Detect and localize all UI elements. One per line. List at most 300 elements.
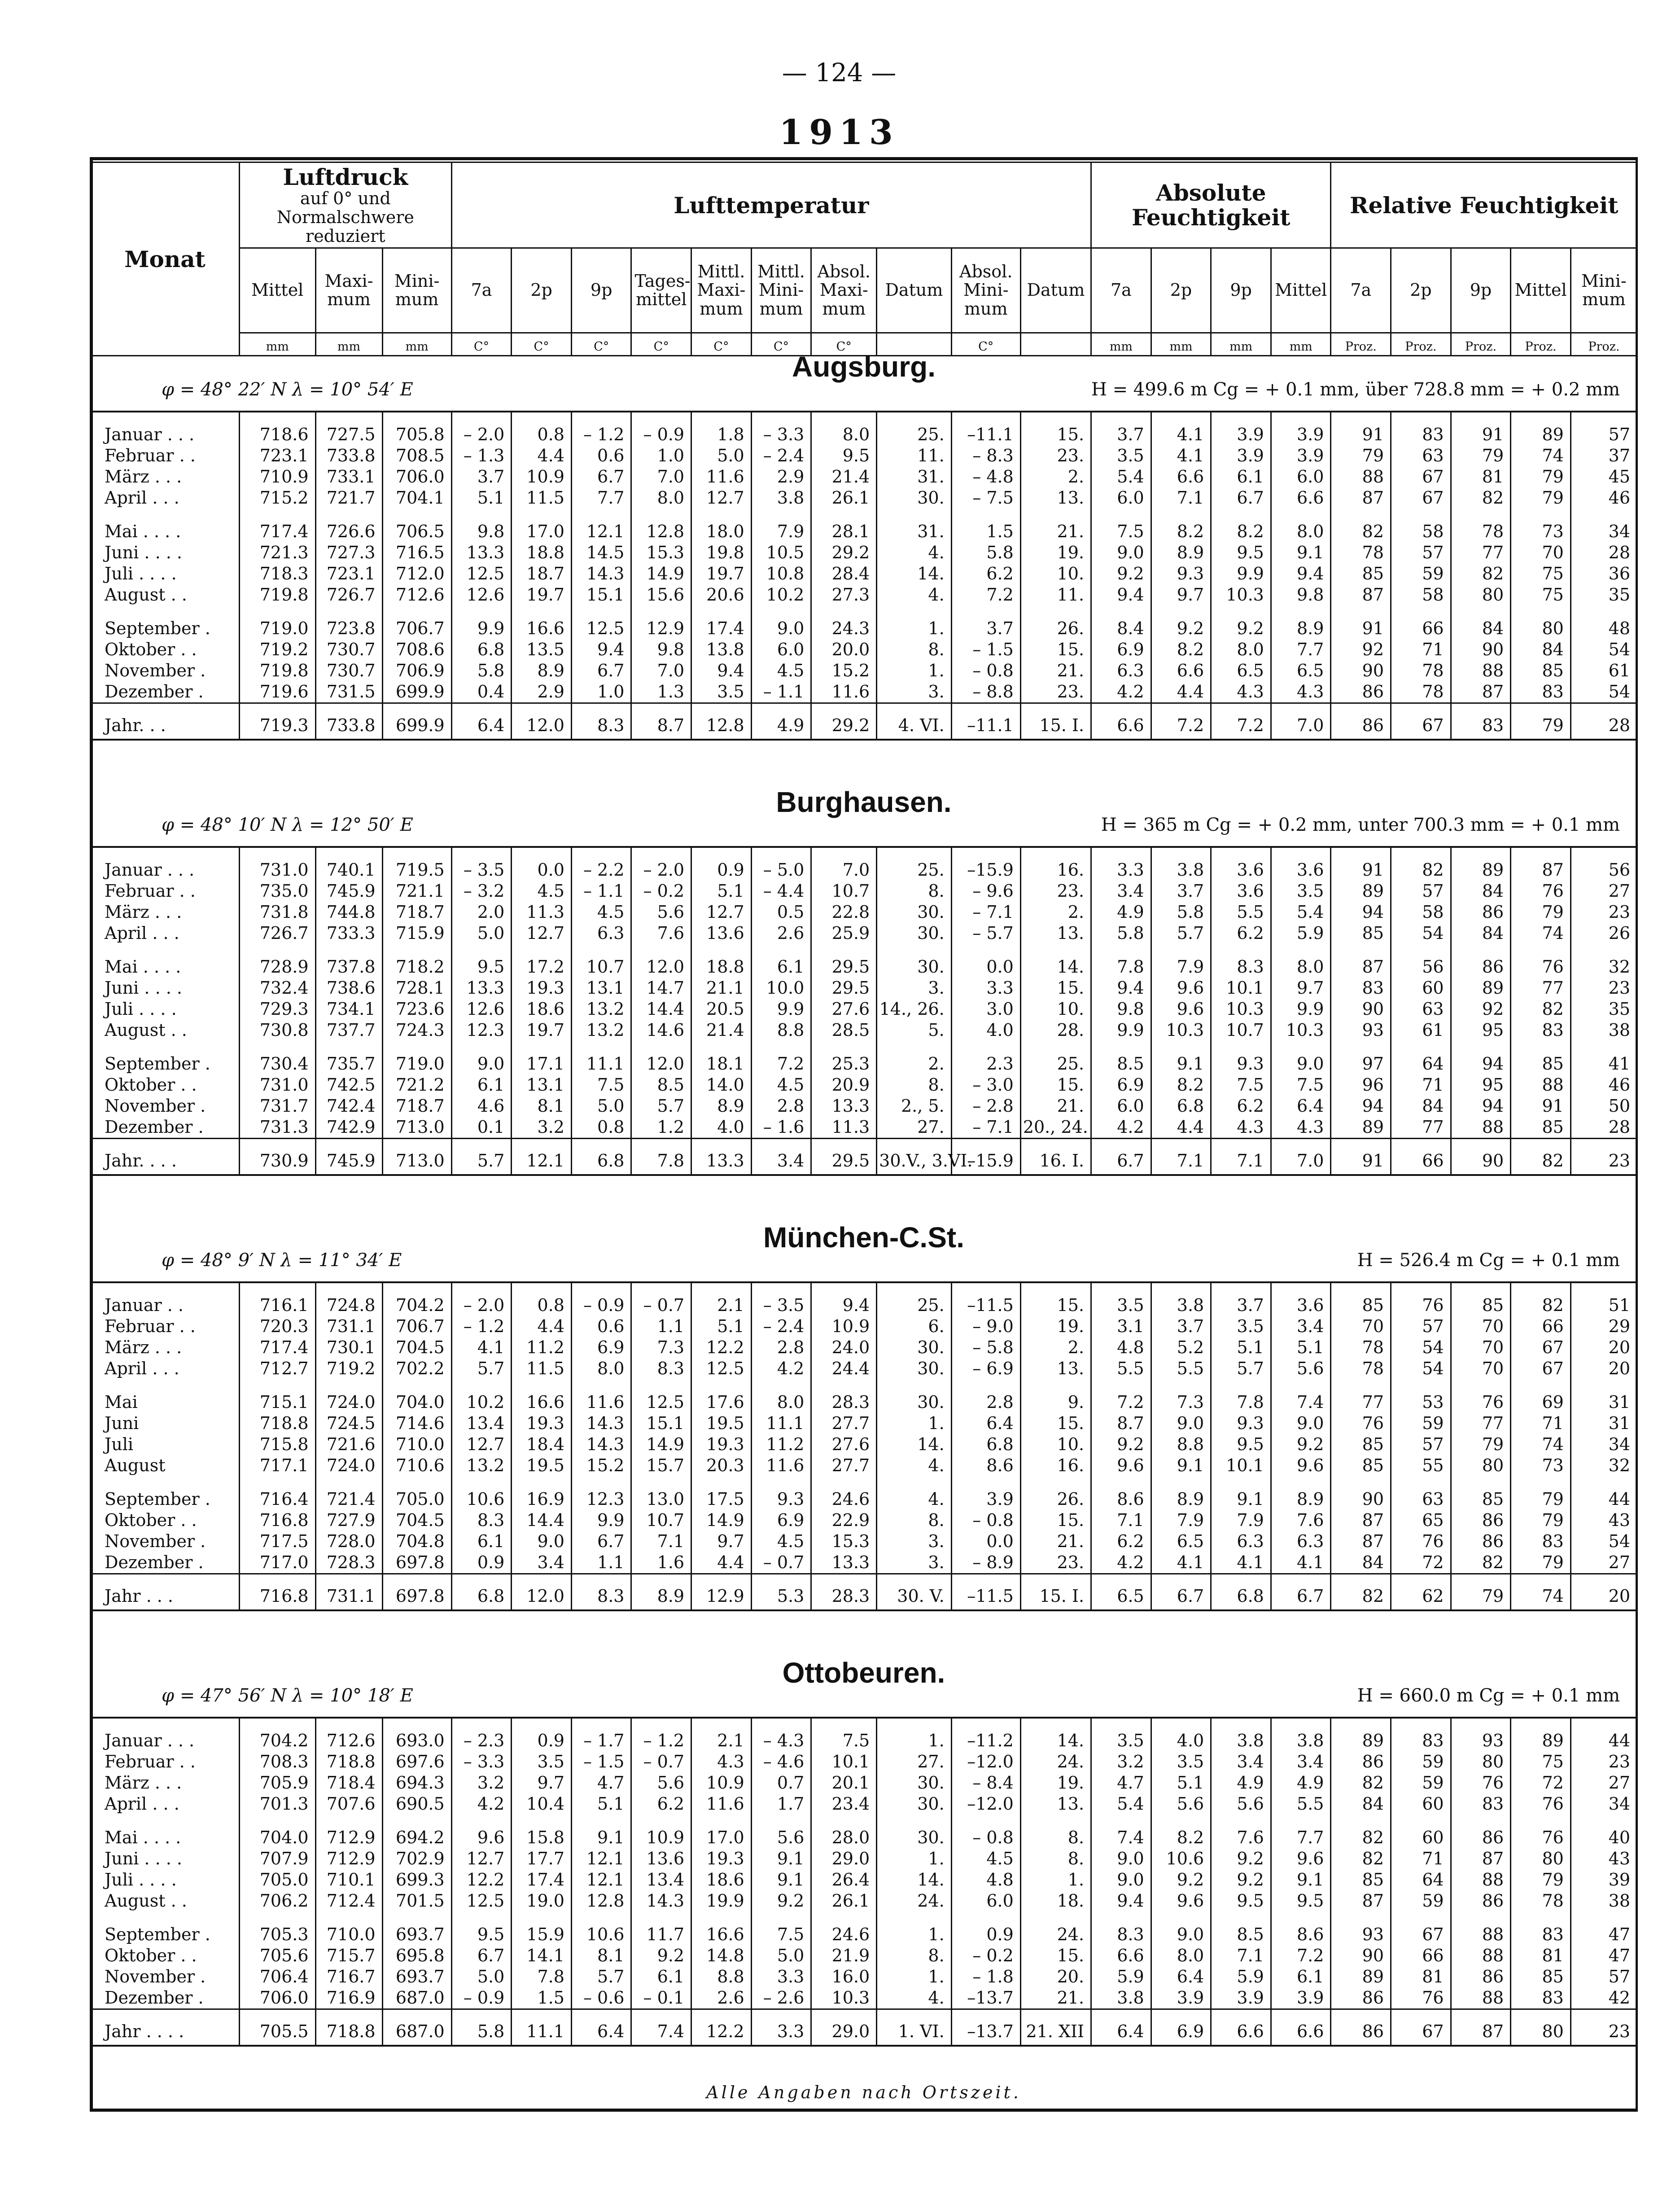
table-cell: 5.1 [1151, 1772, 1211, 1793]
table-cell: 6.9 [1151, 2009, 1211, 2046]
table-cell: 29.5 [811, 1139, 877, 1175]
table-cell: 3.8 [1091, 1987, 1151, 2009]
month-name: Juli . . . . [91, 563, 240, 584]
table-cell: 66 [1391, 1139, 1451, 1175]
table-cell: 14.5 [571, 542, 631, 563]
table-cell: 7.8 [1091, 944, 1151, 978]
table-cell: 723.1 [315, 563, 382, 584]
table-cell: 84 [1511, 639, 1571, 660]
table-cell: 67 [1391, 2009, 1451, 2046]
table-cell: 5. [877, 1020, 951, 1041]
table-cell: 721.3 [239, 542, 315, 563]
table-cell: 8.6 [1091, 1476, 1151, 1510]
table-cell: 30. [877, 944, 951, 978]
table-cell: 737.8 [315, 944, 382, 978]
table-cell: 86 [1331, 681, 1391, 703]
header-unit-lufttemperatur: C° [631, 333, 691, 356]
table-cell: 85 [1451, 1476, 1511, 1510]
table-cell: 8.0 [1151, 1945, 1211, 1966]
month-name: April . . . [91, 1793, 240, 1815]
month-name: Juni . . . . [91, 542, 240, 563]
table-cell: 66 [1391, 1945, 1451, 1966]
table-row [91, 1552, 1637, 1574]
table-cell: 12.5 [571, 605, 631, 639]
table-cell: 21. [1020, 1096, 1091, 1117]
table-cell: 7.5 [1211, 1074, 1271, 1096]
month-name: November . [91, 660, 240, 681]
table-cell: 14. [1020, 1718, 1091, 1751]
table-cell: 10.1 [811, 1751, 877, 1772]
table-cell: 3.3 [751, 2009, 811, 2046]
table-cell: 23.4 [811, 1793, 877, 1815]
table-cell: 19.8 [691, 542, 752, 563]
table-cell: 19.5 [512, 1455, 572, 1476]
table-cell: 58 [1391, 902, 1451, 923]
table-cell: 23. [1020, 1552, 1091, 1574]
table-cell: 731.1 [315, 1316, 382, 1337]
table-cell: – 2.6 [751, 1987, 811, 2009]
table-cell: 5.5 [1211, 902, 1271, 923]
table-row [91, 542, 1637, 563]
table-cell: 710.1 [315, 1869, 382, 1890]
table-cell: 7.3 [631, 1337, 691, 1358]
table-cell: 745.9 [315, 1139, 382, 1175]
table-cell: – 8.8 [951, 681, 1020, 703]
table-cell: 7.2 [951, 584, 1020, 605]
table-cell: 55 [1391, 1455, 1451, 1476]
table-cell: 16.9 [512, 1476, 572, 1510]
month-name: Dezember . [91, 1552, 240, 1574]
table-cell: – 5.7 [951, 923, 1020, 944]
table-cell: 712.7 [239, 1358, 315, 1379]
table-cell: 9.9 [571, 1510, 631, 1531]
table-cell: 723.1 [239, 445, 315, 466]
month-name: Mai . . . . [91, 509, 240, 542]
table-cell: 697.8 [382, 1552, 451, 1574]
table-cell: 9.4 [571, 639, 631, 660]
table-cell: –15.9 [951, 1139, 1020, 1175]
table-cell: 7.8 [631, 1139, 691, 1175]
table-cell: 79 [1451, 1434, 1511, 1455]
table-cell: 4. VI. [877, 703, 951, 740]
table-cell: 26.4 [811, 1869, 877, 1890]
table-cell: 79 [1511, 1869, 1571, 1890]
table-cell: 85 [1451, 1282, 1511, 1316]
month-name: September . [91, 1476, 240, 1510]
table-cell: 87 [1331, 1890, 1391, 1912]
header-unit-absolute-feuchtigkeit: mm [1091, 333, 1151, 356]
table-cell: 10.6 [451, 1476, 512, 1510]
table-row [91, 1793, 1637, 1815]
table-cell: 710.6 [382, 1455, 451, 1476]
table-cell: 10.2 [451, 1379, 512, 1413]
table-cell: 76 [1511, 1793, 1571, 1815]
table-cell: 716.1 [239, 1282, 315, 1316]
table-cell: 12.0 [631, 1041, 691, 1074]
table-cell: 3. [877, 978, 951, 999]
table-cell: 8.3 [631, 1358, 691, 1379]
table-cell: 43 [1571, 1510, 1637, 1531]
table-cell: 3.4 [1211, 1751, 1271, 1772]
table-cell: 8.9 [1271, 1476, 1331, 1510]
table-cell: –12.0 [951, 1793, 1020, 1815]
table-cell: 83 [1511, 1531, 1571, 1552]
table-cell: 20., 24. [1020, 1117, 1091, 1139]
month-name: Mai . . . . [91, 1815, 240, 1848]
table-cell: 17.1 [512, 1041, 572, 1074]
table-cell: 82 [1511, 1282, 1571, 1316]
table-cell: 729.3 [239, 999, 315, 1020]
table-row [91, 847, 1637, 881]
month-name: November . [91, 1096, 240, 1117]
station-table [90, 846, 1638, 1176]
table-cell: – 0.2 [951, 1945, 1020, 1966]
table-cell: 8.3 [451, 1510, 512, 1531]
table-cell: 27. [877, 1117, 951, 1139]
table-cell: 34 [1571, 509, 1637, 542]
table-cell: 86 [1451, 902, 1511, 923]
table-cell: 7.0 [631, 466, 691, 487]
table-cell: 8.0 [631, 487, 691, 509]
table-cell: 733.8 [315, 703, 382, 740]
table-cell: 28.1 [811, 509, 877, 542]
table-cell: 71 [1391, 1074, 1451, 1096]
table-cell: 3.7 [1151, 881, 1211, 902]
table-cell: 48 [1571, 605, 1637, 639]
table-cell: 29.5 [811, 978, 877, 999]
month-name: November . [91, 1531, 240, 1552]
month-name: Dezember . [91, 1117, 240, 1139]
table-cell: 70 [1451, 1358, 1511, 1379]
table-cell: 85 [1331, 1434, 1391, 1455]
header-unit-relative-feuchtigkeit: Proz. [1331, 333, 1391, 356]
table-cell: 726.7 [239, 923, 315, 944]
table-cell: 6.3 [1211, 1531, 1271, 1552]
table-cell: 87 [1451, 681, 1511, 703]
table-cell: 10.3 [1211, 584, 1271, 605]
table-cell: 88 [1451, 1117, 1511, 1139]
table-cell: 12.7 [691, 487, 752, 509]
table-cell: 7.8 [512, 1966, 572, 1987]
table-cell: 731.3 [239, 1117, 315, 1139]
table-cell: 60 [1391, 1793, 1451, 1815]
table-cell: 15. I. [1020, 703, 1091, 740]
table-cell: 15. [1020, 1074, 1091, 1096]
table-cell: 1. [877, 1413, 951, 1434]
table-cell: 9.2 [1151, 1869, 1211, 1890]
table-cell: 697.6 [382, 1751, 451, 1772]
table-cell: 0.6 [571, 1316, 631, 1337]
table-cell: 4.9 [1211, 1772, 1271, 1793]
table-cell: 30.V., 3.VI. [877, 1139, 951, 1175]
table-cell: 70 [1511, 542, 1571, 563]
table-cell: 9. [1020, 1379, 1091, 1413]
table-cell: 19.3 [512, 1413, 572, 1434]
table-cell: 704.2 [239, 1718, 315, 1751]
table-cell: 27 [1571, 881, 1637, 902]
table-cell: 13.2 [571, 999, 631, 1020]
table-cell: 719.6 [239, 681, 315, 703]
table-cell: 9.0 [512, 1531, 572, 1552]
table-cell: 8.5 [631, 1074, 691, 1096]
table-cell: 731.0 [239, 1074, 315, 1096]
table-cell: 8. [877, 881, 951, 902]
table-cell: 3.6 [1211, 881, 1271, 902]
table-cell: 13. [1020, 487, 1091, 509]
table-cell: 12.2 [451, 1869, 512, 1890]
table-cell: 705.0 [239, 1869, 315, 1890]
header-unit-relative-feuchtigkeit: Proz. [1451, 333, 1511, 356]
table-cell: 82 [1331, 1848, 1391, 1869]
table-cell: 9.2 [1211, 1848, 1271, 1869]
table-cell: 17.7 [512, 1848, 572, 1869]
table-cell: 79 [1451, 445, 1511, 466]
table-cell: 80 [1451, 1751, 1511, 1772]
month-name: Januar . . . [91, 412, 240, 445]
table-cell: 5.4 [1091, 466, 1151, 487]
month-name: Oktober . . [91, 1510, 240, 1531]
table-cell: 12.0 [512, 703, 572, 740]
table-cell: 30. V. [877, 1574, 951, 1611]
table-cell: 12.1 [512, 1139, 572, 1175]
table-cell: 8.9 [1151, 1476, 1211, 1510]
table-cell: 693.7 [382, 1966, 451, 1987]
table-cell: 714.6 [382, 1413, 451, 1434]
table-cell: 716.4 [239, 1476, 315, 1510]
table-cell: – 8.9 [951, 1552, 1020, 1574]
table-cell: 84 [1451, 605, 1511, 639]
table-cell: 742.4 [315, 1096, 382, 1117]
table-cell: 75 [1511, 1751, 1571, 1772]
table-cell: 67 [1391, 487, 1451, 509]
table-cell: 4.9 [1271, 1772, 1331, 1793]
table-cell: 20.6 [691, 584, 752, 605]
table-cell: 84 [1451, 881, 1511, 902]
table-cell: 29 [1571, 1316, 1637, 1337]
table-cell: 699.9 [382, 703, 451, 740]
table-cell: 19.0 [512, 1890, 572, 1912]
footnote: Alle Angaben nach Ortszeit. [706, 2083, 1021, 2102]
table-cell: 47 [1571, 1945, 1637, 1966]
table-cell: – 0.9 [571, 1282, 631, 1316]
table-cell: 5.6 [631, 1772, 691, 1793]
table-cell: 6.6 [1151, 660, 1211, 681]
header-unit-luftdruck: mm [239, 333, 315, 356]
table-cell: – 1.7 [571, 1718, 631, 1751]
table-cell: 65 [1391, 1510, 1451, 1531]
table-cell: 719.8 [239, 660, 315, 681]
table-cell: 9.2 [1091, 1434, 1151, 1455]
table-cell: 25. [877, 847, 951, 881]
table-cell: 17.6 [691, 1379, 752, 1413]
table-cell: 3.8 [1211, 1718, 1271, 1751]
table-cell: 12.8 [691, 703, 752, 740]
table-cell: 14.9 [631, 563, 691, 584]
table-cell: 712.6 [382, 584, 451, 605]
table-cell: 7.2 [1151, 703, 1211, 740]
table-cell: 7.4 [1091, 1815, 1151, 1848]
table-cell: 6.0 [951, 1890, 1020, 1912]
table-cell: 80 [1511, 605, 1571, 639]
table-cell: 718.3 [239, 563, 315, 584]
table-cell: 9.2 [1211, 605, 1271, 639]
table-cell: 3.5 [1091, 1718, 1151, 1751]
table-cell: 19.3 [512, 978, 572, 999]
table-cell: 8.0 [1271, 509, 1331, 542]
table-cell: 89 [1451, 978, 1511, 999]
table-cell: 94 [1451, 1096, 1511, 1117]
table-cell: 3.7 [451, 466, 512, 487]
table-row [91, 1476, 1637, 1510]
table-cell: 17.0 [691, 1815, 752, 1848]
table-cell: 86 [1331, 703, 1391, 740]
table-cell: 6.7 [571, 660, 631, 681]
month-name: Dezember . [91, 1987, 240, 2009]
table-cell: 5.8 [1091, 923, 1151, 944]
table-cell: 0.0 [512, 847, 572, 881]
table-cell: 6.4 [1271, 1096, 1331, 1117]
table-cell: 93 [1331, 1020, 1391, 1041]
table-cell: 13.1 [571, 978, 631, 999]
table-cell: 724.5 [315, 1413, 382, 1434]
table-cell: 22.9 [811, 1510, 877, 1531]
table-cell: 23 [1571, 1751, 1637, 1772]
table-cell: 20. [1020, 1966, 1091, 1987]
table-cell: 11.2 [751, 1434, 811, 1455]
table-cell: 13.6 [691, 923, 752, 944]
table-cell: 83 [1451, 1793, 1511, 1815]
table-cell: 8.7 [631, 703, 691, 740]
table-cell: 6.7 [1211, 487, 1271, 509]
table-cell: 28 [1571, 703, 1637, 740]
table-cell: 11.6 [691, 466, 752, 487]
table-cell: 9.8 [631, 639, 691, 660]
table-cell: 5.0 [691, 445, 752, 466]
table-cell: 3.3 [1091, 847, 1151, 881]
table-cell: 77 [1511, 978, 1571, 999]
table-cell: 90 [1451, 1139, 1511, 1175]
table-cell: 713.0 [382, 1117, 451, 1139]
table-cell: 82 [1451, 1552, 1511, 1574]
table-cell: 83 [1451, 703, 1511, 740]
table-cell: 82 [1331, 1772, 1391, 1793]
table-cell: 12.3 [451, 1020, 512, 1041]
table-cell: 89 [1511, 1718, 1571, 1751]
table-cell: 58 [1391, 584, 1451, 605]
table-cell: 712.6 [315, 1718, 382, 1751]
table-cell: 79 [1511, 1510, 1571, 1531]
table-cell: 730.4 [239, 1041, 315, 1074]
table-cell: 704.0 [382, 1379, 451, 1413]
table-cell: 3.6 [1271, 1282, 1331, 1316]
header-col-lufttemperatur: 2p [512, 248, 572, 333]
table-cell: 18.4 [512, 1434, 572, 1455]
table-cell: 11.3 [811, 1117, 877, 1139]
table-cell: 14. [877, 1434, 951, 1455]
table-cell: 4.7 [1091, 1772, 1151, 1793]
table-cell: 32 [1571, 1455, 1637, 1476]
table-cell: 9.0 [1271, 1041, 1331, 1074]
table-cell: 712.9 [315, 1848, 382, 1869]
table-cell: 36 [1571, 563, 1637, 584]
table-cell: 8.8 [751, 1020, 811, 1041]
table-cell: 66 [1391, 605, 1451, 639]
table-cell: 6.7 [1091, 1139, 1151, 1175]
table-cell: 7.2 [1091, 1379, 1151, 1413]
table-cell: 6.0 [751, 639, 811, 660]
table-cell: 3.9 [1211, 412, 1271, 445]
header-col-absolute-feuchtigkeit: 2p [1151, 248, 1211, 333]
table-cell: 693.7 [382, 1912, 451, 1945]
table-cell: 83 [1391, 1718, 1451, 1751]
table-cell: 6.2 [631, 1793, 691, 1815]
table-row [91, 1074, 1637, 1096]
table-cell: 4.5 [751, 660, 811, 681]
table-cell: 8.3 [571, 703, 631, 740]
month-name: November . [91, 1966, 240, 1987]
table-cell: 3.8 [1151, 847, 1211, 881]
table-cell: – 8.3 [951, 445, 1020, 466]
table-cell: 704.0 [239, 1815, 315, 1848]
table-cell: 94 [1451, 1041, 1511, 1074]
table-cell: 6.1 [1211, 466, 1271, 487]
table-cell: 728.0 [315, 1531, 382, 1552]
table-row [91, 944, 1637, 978]
table-cell: 82 [1391, 847, 1451, 881]
table-cell: 2. [877, 1041, 951, 1074]
table-cell: 721.1 [382, 881, 451, 902]
table-cell: 699.9 [382, 681, 451, 703]
table-cell: 15.3 [811, 1531, 877, 1552]
month-name: Januar . . . [91, 1718, 240, 1751]
month-name: April . . . [91, 487, 240, 509]
table-cell: 713.0 [382, 1139, 451, 1175]
table-cell: 8.0 [1211, 639, 1271, 660]
table-cell: 15. [1020, 978, 1091, 999]
station-coords: φ = 48° 22′ N λ = 10° 54′ E [162, 379, 413, 400]
table-cell: 737.7 [315, 1020, 382, 1041]
table-cell: 67 [1511, 1358, 1571, 1379]
table-cell: 16. [1020, 1455, 1091, 1476]
table-cell: 86 [1451, 1890, 1511, 1912]
year-row [91, 2009, 1637, 2046]
table-cell: 9.8 [1091, 999, 1151, 1020]
table-cell: 56 [1571, 847, 1637, 881]
table-cell: 9.3 [1211, 1413, 1271, 1434]
table-cell: 702.2 [382, 1358, 451, 1379]
table-cell: 15. [1020, 412, 1091, 445]
table-cell: 706.4 [239, 1966, 315, 1987]
table-row [91, 1751, 1637, 1772]
table-cell: 3.5 [1211, 1316, 1271, 1337]
table-cell: 21.9 [811, 1945, 877, 1966]
table-cell: 59 [1391, 1890, 1451, 1912]
table-cell: 78 [1451, 509, 1511, 542]
table-cell: 6.1 [1271, 1966, 1331, 1987]
table-cell: 3.9 [1271, 412, 1331, 445]
table-cell: 87 [1451, 2009, 1511, 2046]
table-cell: 81 [1391, 1966, 1451, 1987]
table-cell: 8.0 [751, 1379, 811, 1413]
table-cell: 32 [1571, 944, 1637, 978]
table-cell: 6.6 [1271, 2009, 1331, 2046]
table-cell: 16. [1020, 847, 1091, 881]
table-cell: 6.7 [1151, 1574, 1211, 1611]
table-cell: 6.8 [571, 1139, 631, 1175]
table-cell: 733.8 [315, 445, 382, 466]
table-cell: 705.9 [239, 1772, 315, 1793]
table-cell: 8.2 [1151, 1815, 1211, 1848]
